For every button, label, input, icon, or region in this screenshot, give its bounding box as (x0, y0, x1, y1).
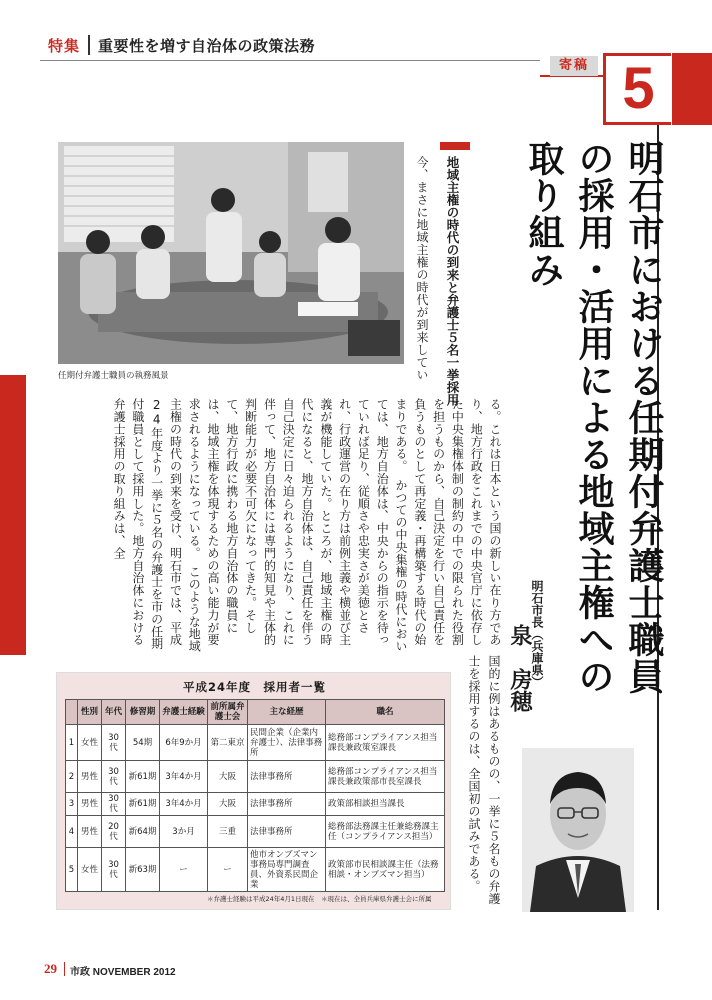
body-text-continued: 国的に例はあるものの、一挙に５名もの弁護士を採用するのは、全国初の試みである。 (467, 655, 501, 905)
table-header (66, 700, 78, 725)
table-row (66, 793, 445, 816)
article-number: 5 (622, 56, 655, 121)
table-cell: 新61期 (126, 793, 160, 816)
table-cell: 民間企業（企業内弁護士）、法律事務所 (248, 725, 326, 761)
table-cell: 30代 (102, 793, 126, 816)
table-header-row (66, 700, 445, 725)
footer-divider (64, 962, 65, 976)
table-cell: 大阪 (208, 761, 248, 793)
table-header: 修習期 (126, 700, 160, 725)
page-number: 29 (44, 961, 57, 976)
table-cell: 男性 (78, 793, 102, 816)
section-tag: 特集 (48, 36, 81, 55)
table-row (66, 816, 445, 848)
table-cell: 新64期 (126, 816, 160, 848)
page-header (48, 34, 315, 56)
table-cell: 三重 (208, 816, 248, 848)
contribution-label: 寄稿 (550, 56, 598, 76)
table-cell: 男性 (78, 816, 102, 848)
table-cell: 3年4か月 (160, 761, 208, 793)
hiring-table-panel (56, 672, 451, 910)
left-accent-bar (0, 375, 26, 655)
table-header: 年代 (102, 700, 126, 725)
table-title: 平成24年度 採用者一覧 (182, 680, 326, 694)
table-cell: 3か月 (160, 816, 208, 848)
table-cell: 大阪 (208, 793, 248, 816)
table-cell: 総務部コンプライアンス担当課長兼政策部市長室課長 (326, 761, 445, 793)
table-cell: 総務部コンプライアンス担当課長兼政策室課長 (326, 725, 445, 761)
table-row (66, 725, 445, 761)
table-cell: 20代 (102, 816, 126, 848)
table-cell: 政策部相談担当課長 (326, 793, 445, 816)
publication-name: 市政 NOVEMBER 2012 (70, 967, 176, 978)
table-header: 主な経歴 (248, 700, 326, 725)
table-cell: 法律事務所 (248, 761, 326, 793)
table-header: 前所属弁護士会 (208, 700, 248, 725)
table-cell: 女性 (78, 848, 102, 892)
table-cell: 4 (66, 816, 78, 848)
table-cell: 第二東京 (208, 725, 248, 761)
header-rule (40, 60, 540, 61)
table-cell: 法律事務所 (248, 793, 326, 816)
office-photo-illustration (58, 142, 404, 364)
table-cell: 3年4か月 (160, 793, 208, 816)
subheading: 地域主権の時代の到来と弁護士５名一挙採用 (445, 156, 460, 406)
author-portrait-illustration (522, 748, 634, 912)
table-cell: 3 (66, 793, 78, 816)
header-divider (88, 35, 90, 55)
body-text-main: る。これは日本という国の新しい在り方であり、地方行政をこれまでの中央官庁に依存した中央集権体制の制約の中での限られた役割を担うものから、自己決定を行い自己責任を負うものとして再定義・再構築する時代の始まりである。 かつての中央集権の時代においては、地方自治体は、中央からの指示を待っていれば足り、従順さや忠実さが美徳とされ、行政運営の在り方は前例主義や横並び主義が機能していた。ところが、地域主権の時代になると、地方自治体は、自己責任を伴う自己決定に日々迫られるようになり、これに伴って、地方自治体には専門的知見や主体的判断能力が必要不可欠になってきた。そして、地方行政に携わる地方自治体の職員には、地域主権を体現するための高い能力が要求されるようになっている。 このような地域主権の時代の到来を受け、明石市では、平成24年度より一挙に５名の弁護士を市の任期付職員として採用した。地方自治体における弁護士採用の取り組みは、全 (112, 398, 502, 653)
right-accent-bar (672, 53, 712, 125)
article-title: 明石市における任期付弁護士職員の採用・活用による地域主権への取り組み (523, 140, 664, 695)
author-portrait (522, 748, 634, 912)
hiring-table (65, 699, 445, 892)
table-footnote: ＊弁護士経験は平成24年4月1日現在 ＊現在は、全員兵庫県弁護士会に所属 (207, 895, 432, 903)
subheading-accent (440, 142, 470, 150)
table-header: 性別 (78, 700, 102, 725)
table-header: 職名 (326, 700, 445, 725)
table-cell: 6年9か月 (160, 725, 208, 761)
article-number-box (603, 53, 671, 125)
table-cell: 総務部法務課主任兼総務課主任（コンプライアンス担当） (326, 816, 445, 848)
section-title: 重要性を増す自治体の政策法務 (98, 36, 316, 55)
table-cell: 女性 (78, 725, 102, 761)
table-cell: 30代 (102, 848, 126, 892)
table-cell: 30代 (102, 761, 126, 793)
table-cell: ー (160, 848, 208, 892)
table-cell: 新63期 (126, 848, 160, 892)
photo-caption: 任期付弁護士職員の執務風景 (58, 371, 169, 381)
table-cell: 30代 (102, 725, 126, 761)
author-affiliation: 明石市長（兵庫県） (530, 580, 544, 688)
table-cell: 新61期 (126, 761, 160, 793)
author-name: 泉 房穂 (507, 624, 532, 712)
table-cell: 2 (66, 761, 78, 793)
body-text-intro: 今、まさに地域主権の時代が到来してい (415, 156, 429, 381)
table-header: 弁護士経験 (160, 700, 208, 725)
table-cell: 男性 (78, 761, 102, 793)
table-cell: 法律事務所 (248, 816, 326, 848)
table-cell: ー (208, 848, 248, 892)
table-cell: 政策部市民相談課主任（法務相談・オンブズマン担当） (326, 848, 445, 892)
table-cell: 1 (66, 725, 78, 761)
table-cell: 54期 (126, 725, 160, 761)
office-photo (58, 142, 404, 364)
table-cell: 5 (66, 848, 78, 892)
table-cell: 他市オンブズマン事務局専門調査員、外資系民間企業 (248, 848, 326, 892)
table-row (66, 848, 445, 892)
table-row (66, 761, 445, 793)
